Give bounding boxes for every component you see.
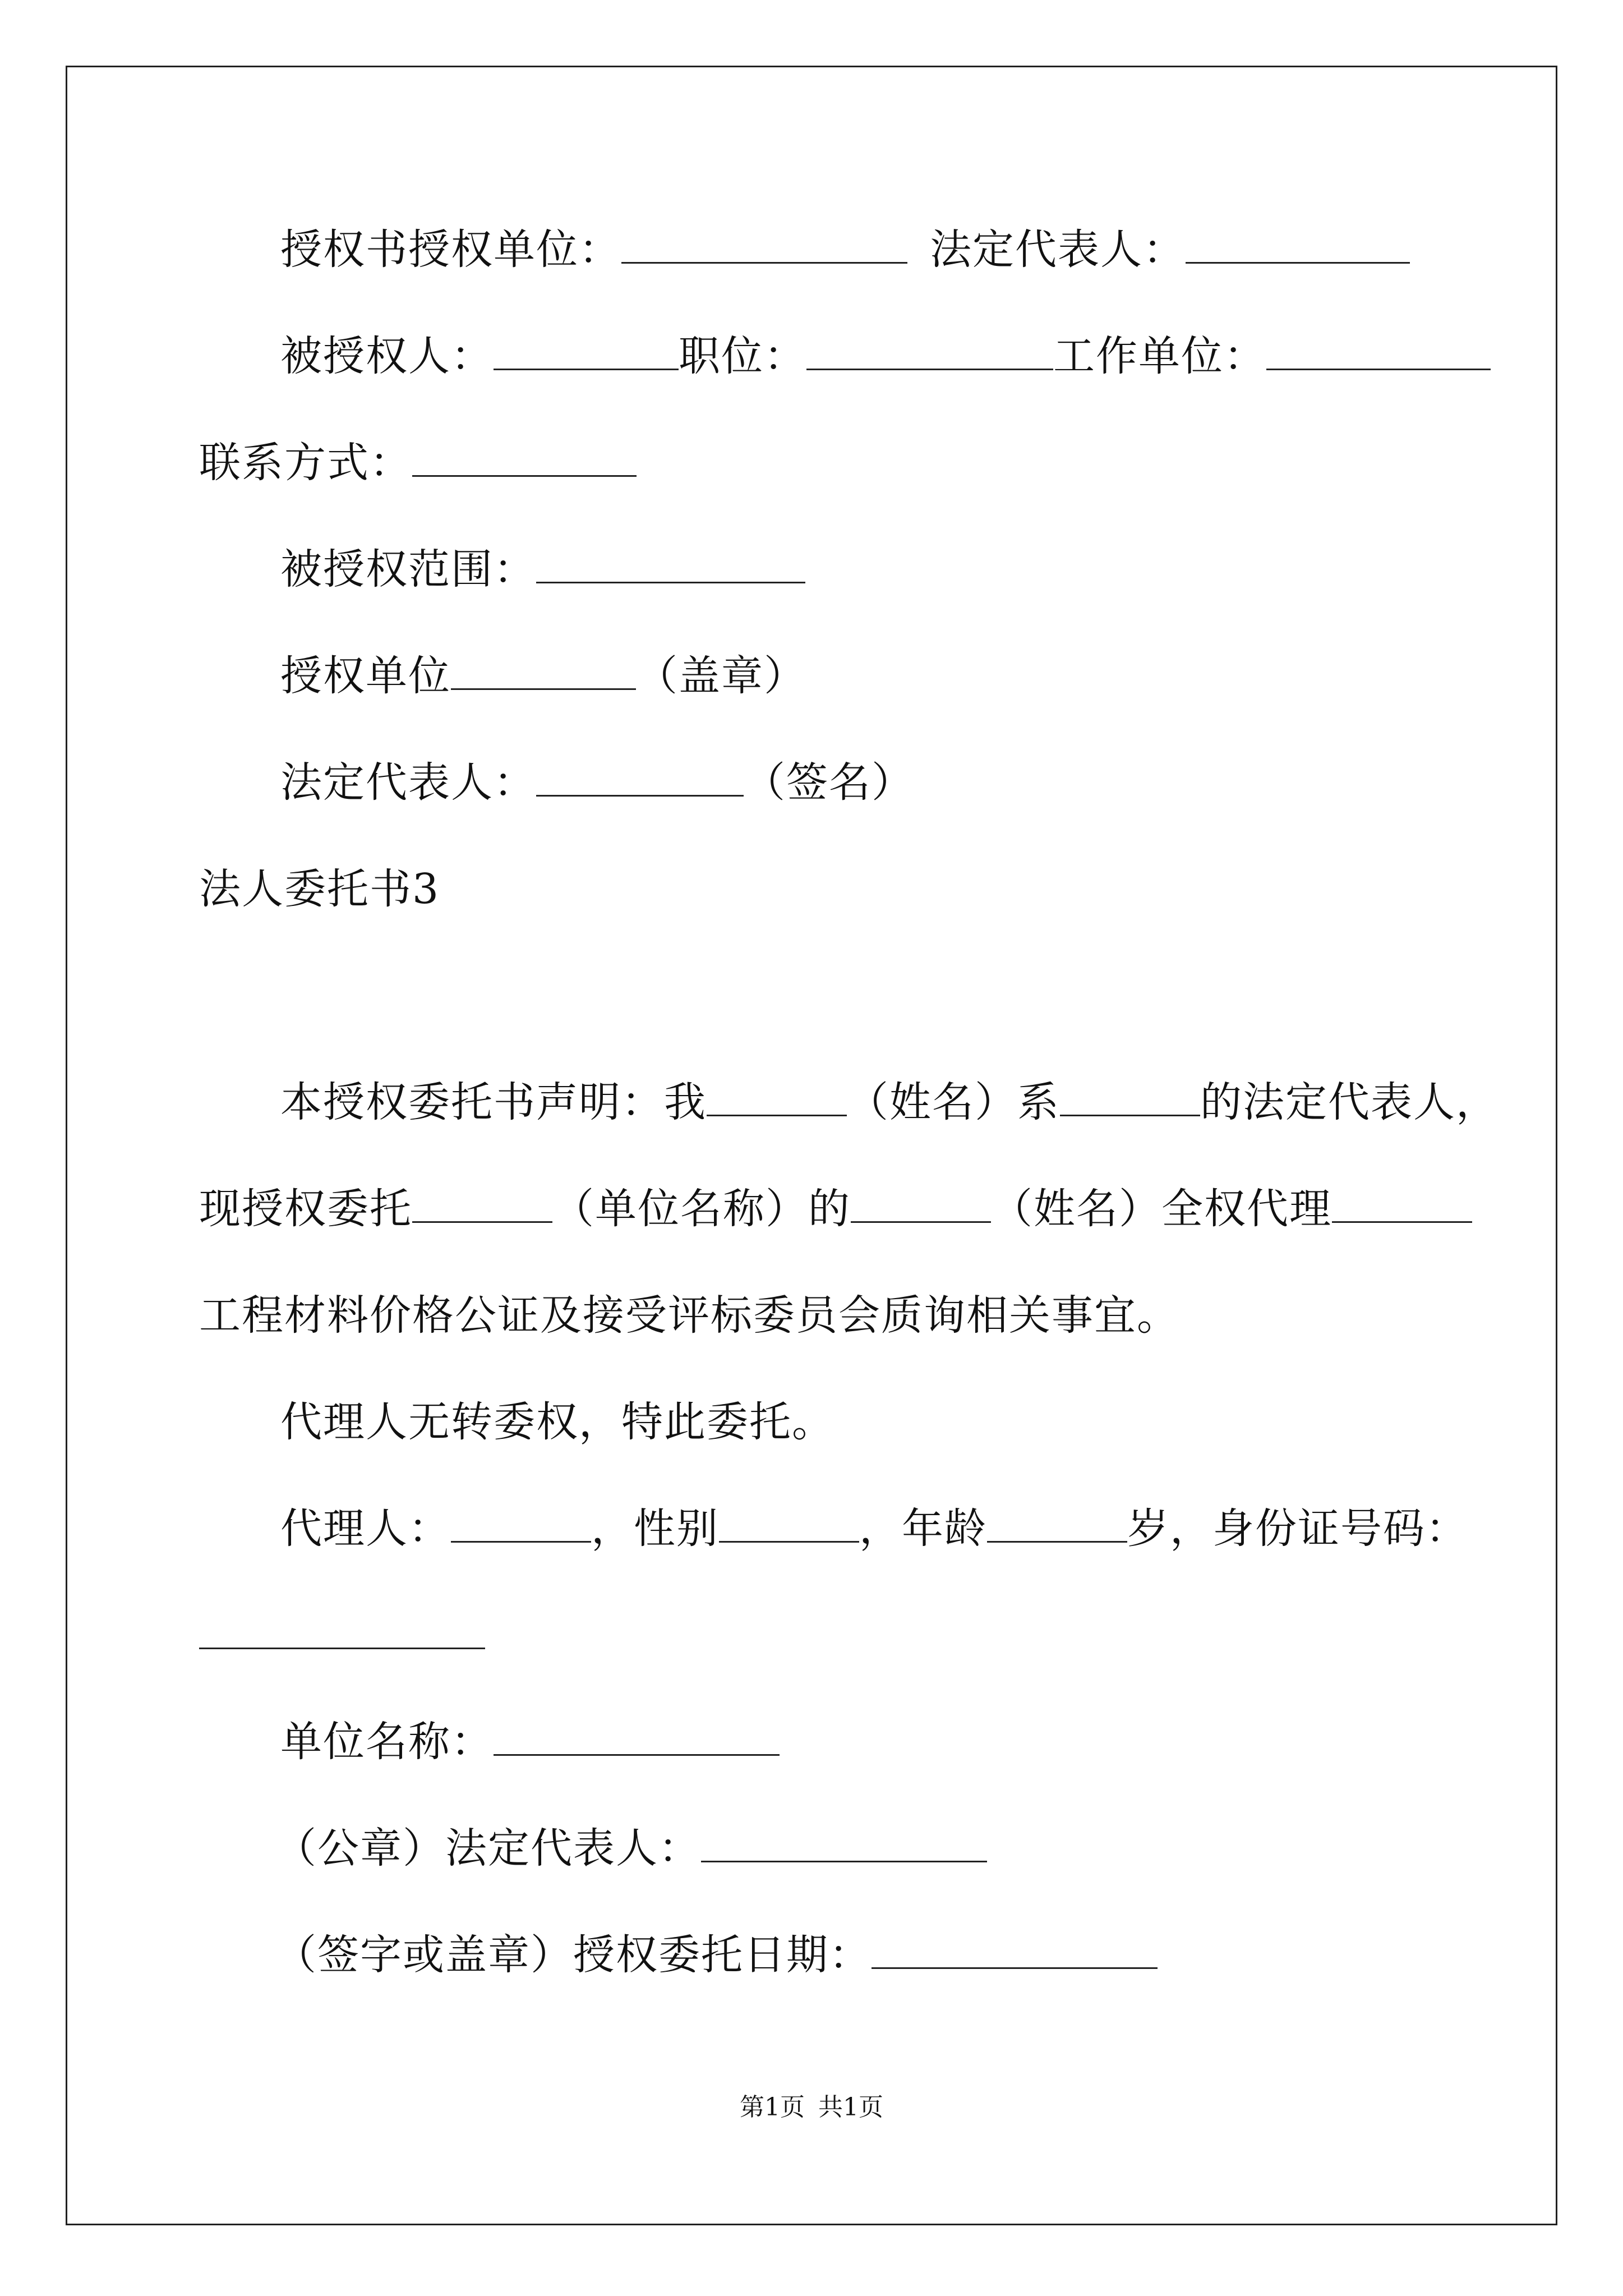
unit-seal-label: 授权单位 [280, 652, 451, 700]
page-footer [0, 2087, 1623, 2123]
legal-rep-sign-label: 法定代表人： [280, 758, 536, 807]
section-title-text: 法人委托书3 [199, 865, 440, 913]
statement-text-d: 现授权委托 [199, 1185, 412, 1233]
id-number-line [199, 1610, 485, 1660]
authorized-person-line [280, 331, 1491, 381]
position-blank [806, 363, 1053, 370]
agent-info-line [280, 1503, 1468, 1554]
statement-text-a: 本授权委托书声明：我 [280, 1078, 707, 1126]
statement-line-1 [280, 1077, 1498, 1128]
unit-name-label: 单位名称： [280, 1718, 494, 1766]
authorizing-unit-line [280, 224, 1410, 275]
statement-text-g: 工程材料价格公证及接受评标委员会质询相关事宜。 [199, 1291, 1179, 1340]
company-blank [1060, 1109, 1200, 1116]
agent-label: 代理人： [280, 1504, 451, 1553]
legal-rep-sign-line [280, 757, 914, 808]
authorized-person-label: 被授权人： [280, 332, 494, 380]
contact-blank [412, 470, 637, 477]
gender-label: ，性别 [591, 1504, 719, 1553]
unit-name-field-blank [494, 1749, 780, 1756]
age-label: ，年龄 [859, 1504, 987, 1553]
id-number-label: 岁，身份证号码： [1127, 1504, 1468, 1553]
position-label: 职位： [679, 332, 806, 380]
gender-blank [719, 1535, 859, 1543]
unit-name-blank [412, 1216, 552, 1223]
scope-blank [536, 576, 805, 583]
legal-rep-sign-blank [536, 789, 744, 797]
statement-line-2 [199, 1184, 1472, 1234]
page-border [66, 66, 1557, 2225]
authorized-person-blank [494, 363, 679, 370]
signature-note: （签名） [744, 758, 914, 807]
statement-text-f: （姓名）全权代理 [991, 1185, 1332, 1233]
scope-line [280, 544, 805, 595]
official-seal-label: （公章）法定代表人： [275, 1824, 701, 1872]
scope-label: 被授权范围： [280, 545, 536, 593]
statement-text-e: （单位名称）的 [552, 1185, 851, 1233]
work-unit-blank [1266, 363, 1491, 370]
authorizing-unit-blank [621, 256, 907, 264]
unit-seal-line [280, 651, 806, 701]
seal-note: （盖章） [636, 652, 806, 700]
unit-seal-blank [451, 683, 636, 690]
statement-line-3 [199, 1290, 1179, 1341]
legal-rep-label: 法定代表人： [930, 226, 1186, 274]
agent-name-blank [851, 1216, 991, 1223]
legal-rep-blank [1186, 256, 1410, 264]
date-label: （签字或盖章）授权委托日期： [275, 1931, 872, 1979]
matter-blank [1332, 1216, 1472, 1223]
id-number-blank [199, 1642, 485, 1649]
statement-text-c: 的法定代表人， [1200, 1078, 1498, 1126]
unit-name-line [280, 1717, 780, 1767]
contact-label: 联系方式： [199, 439, 412, 487]
date-blank [872, 1962, 1158, 1969]
no-delegation-line [280, 1397, 834, 1447]
work-unit-label: 工作单位： [1053, 332, 1266, 380]
no-delegation-text: 代理人无转委权，特此委托。 [280, 1398, 834, 1446]
age-blank [987, 1535, 1127, 1543]
page-total: 共1页 [818, 2093, 883, 2122]
name-blank [707, 1109, 847, 1116]
page-number: 第1页 [740, 2093, 805, 2122]
official-seal-line [275, 1823, 987, 1874]
date-line [275, 1930, 1158, 1980]
agent-blank [451, 1535, 591, 1543]
section-title [199, 864, 440, 914]
contact-line [199, 438, 637, 488]
official-seal-blank [701, 1855, 987, 1862]
statement-text-b: （姓名）系 [847, 1078, 1060, 1126]
authorizing-unit-label: 授权书授权单位： [280, 226, 621, 274]
